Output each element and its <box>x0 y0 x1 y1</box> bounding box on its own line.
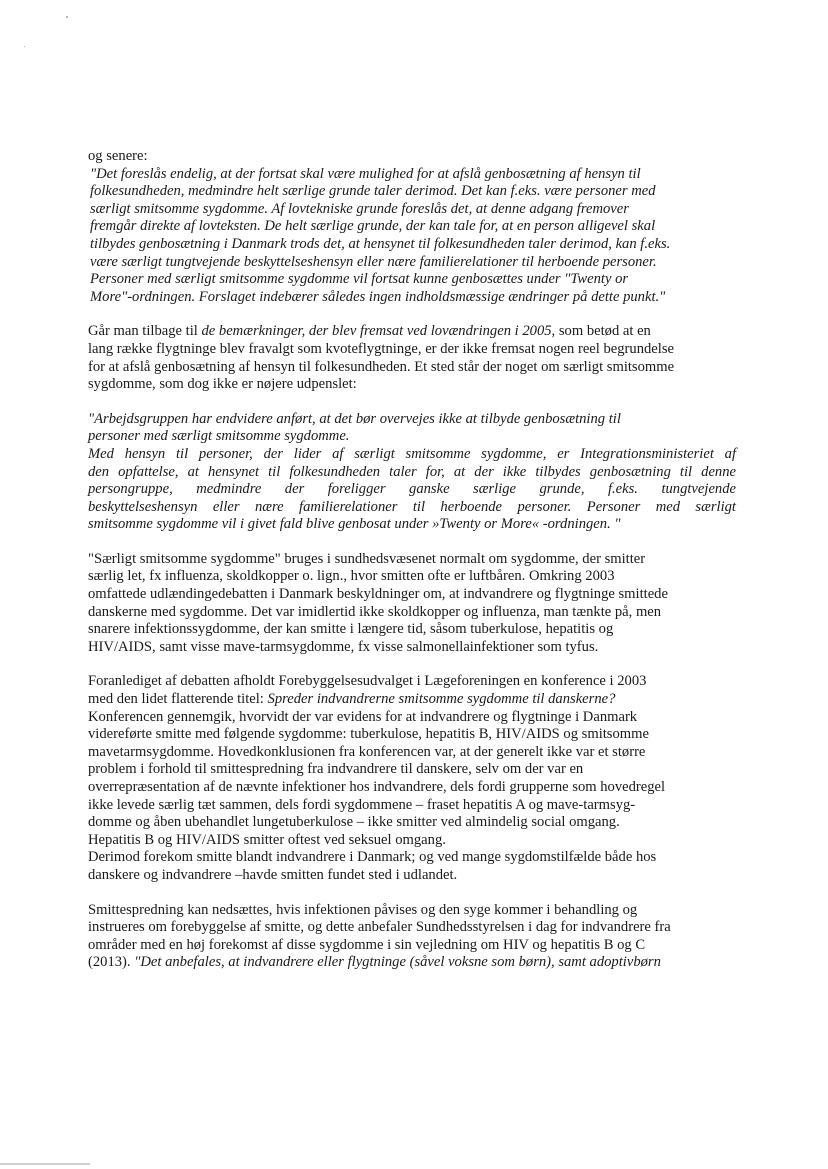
text-line: og senere: <box>88 148 148 164</box>
text-line: områder med en høj forekomst af disse sygdomme i sin vejledning om HIV og hepatitis B og C <box>88 936 646 953</box>
text-line: særlig let, fx influenza, skoldkopper o. lign., hvor smitten ofte er luftbåren. Omkring 2003 <box>88 568 615 585</box>
text-segment: Går man tilbage til <box>88 323 202 340</box>
scan-speck <box>66 16 68 18</box>
text-line: HIV/AIDS, samt visse mave-tarmsygdomme, fx visse salmonellainfektioner som tyfus. <box>88 638 599 655</box>
paragraph-gap <box>88 885 736 902</box>
text-line <box>88 954 736 972</box>
paragraph-konference <box>88 673 736 884</box>
quote-arbejdsgruppen <box>88 411 736 446</box>
text-line: Foranlediget af debatten afholdt Forebyggelsesudvalget i Lægeforeningen en konference i 2003 <box>88 673 647 690</box>
text-line: "Arbejdsgruppen har endvidere anført, at det bør overvejes ikke at tilbyde genbosætning til <box>88 410 621 427</box>
text-line: danskere og indvandrere –havde smitten fundet sted i udlandet. <box>88 866 458 883</box>
text-line: personer med særligt smitsomme sygdomme. <box>88 428 350 445</box>
text-line: tilbydes genbosætning i Danmark trods det, at hensynet til folkesundheden taler derimod, kan f.eks. <box>90 235 671 252</box>
text-line: domme og åben ubehandlet lungetuberkulose – ikke smitter ved almindelig social omgang. <box>88 814 620 831</box>
text-line: smitsomme sygdomme vil i givet fald blive genbosat under »Twenty or More« -ordningen. " <box>88 516 621 533</box>
paragraph-gap <box>88 306 736 323</box>
emphasis-segment: de bemærkninger, der blev fremsat ved lovændringen i 2005 <box>201 323 552 340</box>
intro-paragraph <box>88 148 736 166</box>
text-line: den opfattelse, at hensynet til folkesundheden taler for, at der ikke tilbydes genbosætning til denne <box>88 463 736 480</box>
text-line: danskerne med sygdomme. Det var imidlertid ikke skoldkopper og influenza, man tænkte på, men <box>88 603 662 620</box>
text-line: Derimod forekom smitte blandt indvandrere i Danmark; og ved mange sygdomstilfælde både hos <box>88 849 657 866</box>
text-line: Personer med særligt smitsomme sygdomme vil fortsat kunne genbosættes under "Twenty or <box>90 271 629 288</box>
text-line: Med hensyn til personer, der lider af særligt smitsomme sygdomme, er Integrationsministeriet af <box>88 445 736 462</box>
paragraph-smittespredning <box>88 902 736 972</box>
text-line: være særligt tungtvejende beskyttelseshensyn eller nære familierelationer til herboende personer. <box>90 253 657 270</box>
emphasis-segment: "Det anbefales, at indvandrere eller flygtninge (såvel voksne som børn), samt adoptivbørn <box>134 954 661 971</box>
text-line: særligt smitsomme sygdomme. Af lovtekniske grunde foreslås det, at denne adgang fremover <box>90 200 629 217</box>
text-segment: (2013). <box>88 954 135 971</box>
text-line: ikke levede særlig tæt sammen, dels fordi sygdommene – fraset hepatitis A og mave-tarmsyg- <box>88 796 636 813</box>
text-line: "Det foreslås endelig, at der fortsat skal være mulighed for at afslå genbosætning af hensyn til <box>90 165 641 182</box>
paragraph-gap <box>88 656 736 673</box>
paragraph-smitsomme <box>88 551 736 657</box>
text-line: Konferencen gennemgik, hvorvidt der var evidens for at indvandrere og flygtninge i Danmark <box>88 708 638 725</box>
text-line: Hepatitis B og HIV/AIDS smitter oftest ved seksuel omgang. <box>88 831 446 848</box>
text-line: fremgår direkte af lovteksten. De helt særlige grunde, der kan tale for, at en person alligevel skal <box>90 218 656 235</box>
text-line: for at afslå genbosætning af hensyn til folkesundheden. Et sted står der noget om særligt smitsomme <box>88 358 675 375</box>
paragraph-gap <box>88 534 736 551</box>
text-line <box>88 323 736 341</box>
text-segment: , som betød at en <box>551 323 651 340</box>
quote-lovforslag <box>88 166 736 307</box>
text-line: instrueres om forebyggelse af smitte, og dette anbefaler Sundhedsstyrelsen i dag for indvandrere fra <box>88 919 671 936</box>
text-line: Smittespredning kan nedsættes, hvis infektionen påvises og den syge kommer i behandling og <box>88 901 638 918</box>
emphasis-segment: Spreder indvandrerne smitsomme sygdomme til danskerne? <box>267 691 616 708</box>
text-line: persongruppe, medmindre der foreligger ganske særlige grunde, f.eks. tungtvejende <box>88 481 736 498</box>
text-line: overrepræsentation af de nævnte infektioner hos indvandrere, dels fordi grupperne som hovedregel <box>88 779 666 795</box>
text-line: "Særligt smitsomme sygdomme" bruges i sundhedsvæsenet normalt om sygdomme, der smitter <box>88 550 646 567</box>
text-segment: med den lidet flatterende titel: <box>88 691 268 708</box>
text-line: sygdomme, som dog ikke er nøjere udpenslet: <box>88 376 357 393</box>
text-line: lang række flygtninge blev fravalgt som kvoteflygtninge, er der ikke fremsat nogen reel begrundelse <box>88 340 674 357</box>
scan-edge-mark <box>0 1163 90 1165</box>
text-line: problem i forhold til smittespredning fra indvandrere til danskere, selv om der var en <box>88 761 584 778</box>
text-line: snarere infektionssygdomme, der kan smitte i længere tid, såsom tuberkulose, hepatitis og <box>88 621 614 638</box>
text-line: omfattede udlændingedebatten i Danmark beskyldninger om, at indvandrere og flygtninge smittede <box>88 586 668 603</box>
text-line <box>88 691 736 709</box>
text-line: mavetarmsygdomme. Hovedkonklusionen fra konferencen var, at der generelt ikke var et større <box>88 743 646 760</box>
document-body <box>88 148 736 972</box>
quote-integrationsministeriet <box>88 446 736 534</box>
text-line: beskyttelseshensyn eller nære familierelationer til herboende personer. Personer med særligt <box>88 498 736 515</box>
paragraph-2005 <box>88 323 736 393</box>
text-line: videreførte smitte med følgende sygdomme: tuberkulose, hepatitis B, HIV/AIDS og smitsomme <box>88 726 649 743</box>
scan-speck <box>24 46 25 47</box>
text-line: folkesundheden, medmindre helt særlige grunde taler derimod. Det kan f.eks. være personer med <box>90 183 656 200</box>
paragraph-gap <box>88 394 736 411</box>
text-line: More"-ordningen. Forslaget indebærer således ingen indholdsmæssige ændringer på dette punkt." <box>90 288 666 305</box>
